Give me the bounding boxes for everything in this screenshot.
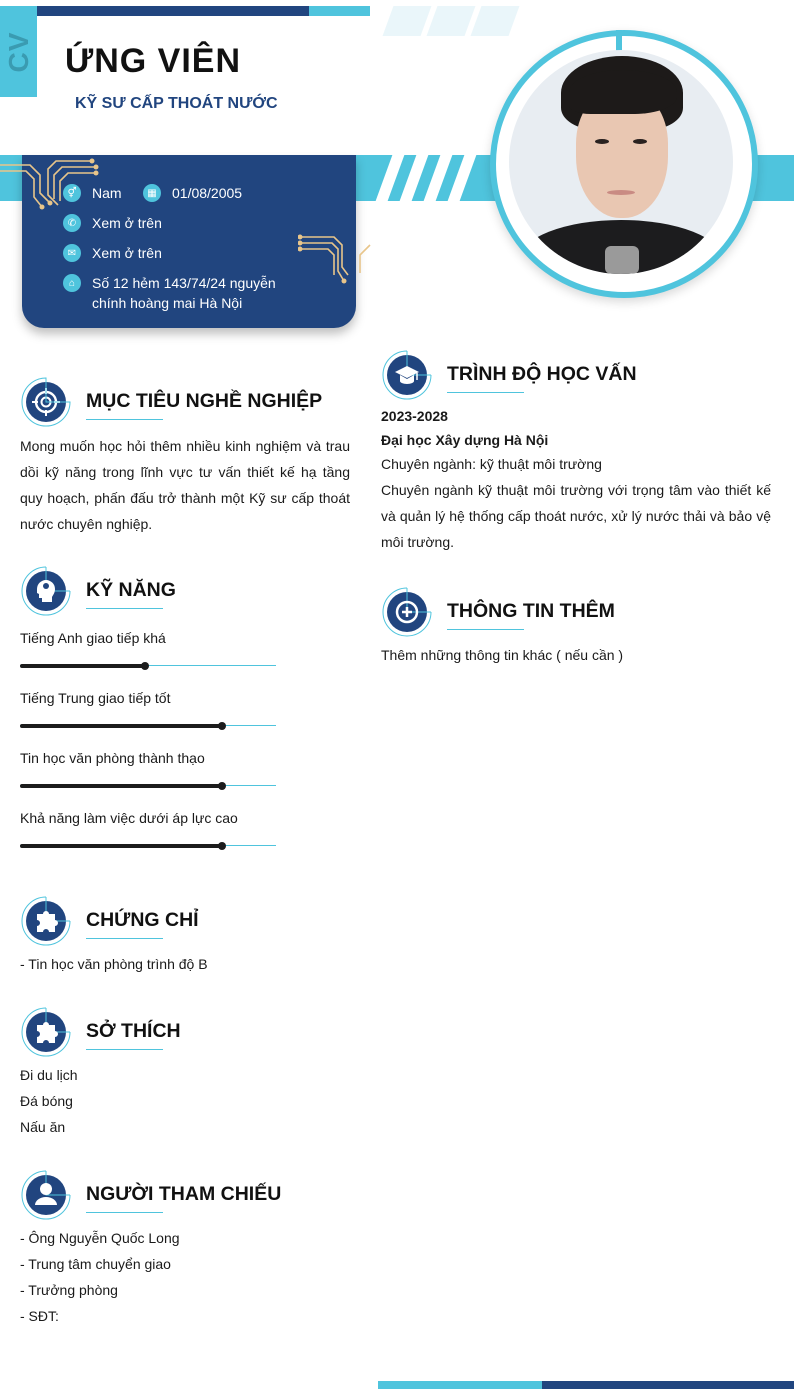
skills-section bbox=[20, 565, 300, 869]
puzzle-icon bbox=[20, 895, 72, 947]
skill-item bbox=[20, 629, 300, 671]
section-header bbox=[20, 376, 350, 428]
additional-info-section bbox=[381, 586, 771, 668]
education-school: Đại học Xây dựng Hà Nội bbox=[381, 432, 549, 448]
section-title: NGƯỜI THAM CHIẾU bbox=[86, 1183, 282, 1205]
hobbies-section bbox=[20, 1006, 320, 1140]
candidate-name: ỨNG VIÊN bbox=[65, 42, 242, 80]
gender-value: Nam bbox=[92, 185, 122, 201]
plus-circle-icon bbox=[381, 586, 433, 638]
skills-list bbox=[20, 629, 300, 851]
skill-level-knob bbox=[141, 662, 149, 670]
section-header bbox=[20, 1169, 320, 1221]
skill-item bbox=[20, 689, 300, 731]
skill-level-knob bbox=[218, 722, 226, 730]
ribbon-stripes bbox=[356, 155, 466, 201]
address-line-2: chính hoàng mai Hà Nội bbox=[92, 295, 243, 311]
section-title: THÔNG TIN THÊM bbox=[447, 600, 615, 622]
address-line-1: Số 12 hẻm 143/74/24 nguyễn bbox=[92, 275, 276, 291]
section-underline bbox=[86, 419, 163, 420]
reference-item: - Ông Nguyễn Quốc Long bbox=[20, 1230, 180, 1246]
bottom-accent-bar-dark bbox=[542, 1381, 794, 1389]
section-underline bbox=[86, 938, 163, 939]
skill-item bbox=[20, 749, 300, 791]
section-title: TRÌNH ĐỘ HỌC VẤN bbox=[447, 363, 637, 385]
birthday-row bbox=[143, 183, 242, 203]
skill-level-bar bbox=[20, 781, 276, 791]
gender-icon: ⚥ bbox=[63, 184, 81, 202]
education-description: Chuyên ngành kỹ thuật môi trường với trọng tâm vào thiết kế và quản lý hệ thống cấp thoát nước, xử lý nước thải và bảo vệ môi trường. bbox=[381, 482, 771, 550]
gender-row bbox=[63, 183, 122, 203]
bottom-accent-bar-light bbox=[378, 1381, 542, 1389]
head-gear-icon bbox=[20, 565, 72, 617]
address-row bbox=[63, 273, 276, 313]
puzzle-icon bbox=[20, 1006, 72, 1058]
birthday-value: 01/08/2005 bbox=[172, 185, 243, 201]
top-accent-bar-light bbox=[309, 6, 370, 16]
hobby-item: Đá bóng bbox=[20, 1093, 73, 1109]
hobby-item: Đi du lịch bbox=[20, 1067, 78, 1083]
education-major: Chuyên ngành: kỹ thuật môi trường bbox=[381, 456, 602, 472]
objective-section bbox=[20, 376, 350, 537]
skill-level-knob bbox=[218, 782, 226, 790]
section-underline bbox=[86, 1212, 163, 1213]
skill-level-knob bbox=[218, 842, 226, 850]
section-header bbox=[20, 1006, 320, 1058]
certificates-section bbox=[20, 895, 320, 977]
phone-icon: ✆ bbox=[63, 214, 81, 232]
skill-label: Tiếng Anh giao tiếp khá bbox=[20, 630, 166, 646]
cv-tag-label: CV bbox=[2, 31, 34, 72]
job-title: KỸ SƯ CẤP THOÁT NƯỚC bbox=[75, 95, 278, 112]
skill-item bbox=[20, 809, 300, 851]
section-title: CHỨNG CHỈ bbox=[86, 909, 199, 931]
skill-label: Khả năng làm việc dưới áp lực cao bbox=[20, 810, 238, 826]
section-underline bbox=[447, 629, 524, 630]
objective-text: Mong muốn học hỏi thêm nhiều kinh nghiệm và trau dồi kỹ năng trong lĩnh vực tư vấn thiết kế hạ tầng quy hoạch, phấn đấu trở thành một Kỹ sư cấp thoát nước chuyên nghiệp. bbox=[20, 438, 350, 532]
section-header bbox=[381, 349, 771, 401]
additional-info-text: Thêm những thông tin khác ( nếu cần ) bbox=[381, 647, 624, 663]
phone-value: Xem ở trên bbox=[92, 215, 162, 231]
user-icon bbox=[20, 1169, 72, 1221]
section-underline bbox=[86, 608, 163, 609]
email-value: Xem ở trên bbox=[92, 245, 162, 261]
avatar bbox=[509, 50, 733, 274]
circuit-decoration-icon bbox=[298, 233, 378, 289]
section-title: MỤC TIÊU NGHỀ NGHIỆP bbox=[86, 390, 323, 412]
skill-label: Tin học văn phòng thành thạo bbox=[20, 750, 205, 766]
calendar-icon: ▦ bbox=[143, 184, 161, 202]
skill-level-bar bbox=[20, 661, 276, 671]
envelope-icon: ✉ bbox=[63, 244, 81, 262]
section-title: SỞ THÍCH bbox=[86, 1020, 181, 1042]
home-icon: ⌂ bbox=[63, 274, 81, 292]
section-underline bbox=[86, 1049, 163, 1050]
education-period: 2023-2028 bbox=[381, 408, 448, 424]
target-icon bbox=[20, 376, 72, 428]
reference-item: - Trưởng phòng bbox=[20, 1282, 118, 1298]
education-section bbox=[381, 349, 771, 555]
skill-label: Tiếng Trung giao tiếp tốt bbox=[20, 690, 171, 706]
skill-level-bar bbox=[20, 841, 276, 851]
cv-tag bbox=[0, 6, 37, 97]
hobby-item: Nấu ăn bbox=[20, 1119, 66, 1135]
graduation-cap-icon bbox=[381, 349, 433, 401]
email-row bbox=[63, 243, 162, 263]
references-section bbox=[20, 1169, 320, 1329]
certificate-item: - Tin học văn phòng trình độ B bbox=[20, 956, 208, 972]
section-underline bbox=[447, 392, 524, 393]
decorative-stripes bbox=[380, 6, 520, 36]
section-title: KỸ NĂNG bbox=[86, 579, 176, 601]
address-value bbox=[92, 273, 276, 313]
top-accent-bar-dark bbox=[37, 6, 309, 16]
reference-item: - SĐT: bbox=[20, 1308, 59, 1324]
section-header bbox=[20, 565, 300, 617]
section-header bbox=[20, 895, 320, 947]
avatar-ring-tick bbox=[616, 30, 622, 52]
section-header bbox=[381, 586, 771, 638]
phone-row bbox=[63, 213, 162, 233]
reference-item: - Trung tâm chuyển giao bbox=[20, 1256, 171, 1272]
skill-level-bar bbox=[20, 721, 276, 731]
contact-card bbox=[22, 155, 356, 328]
